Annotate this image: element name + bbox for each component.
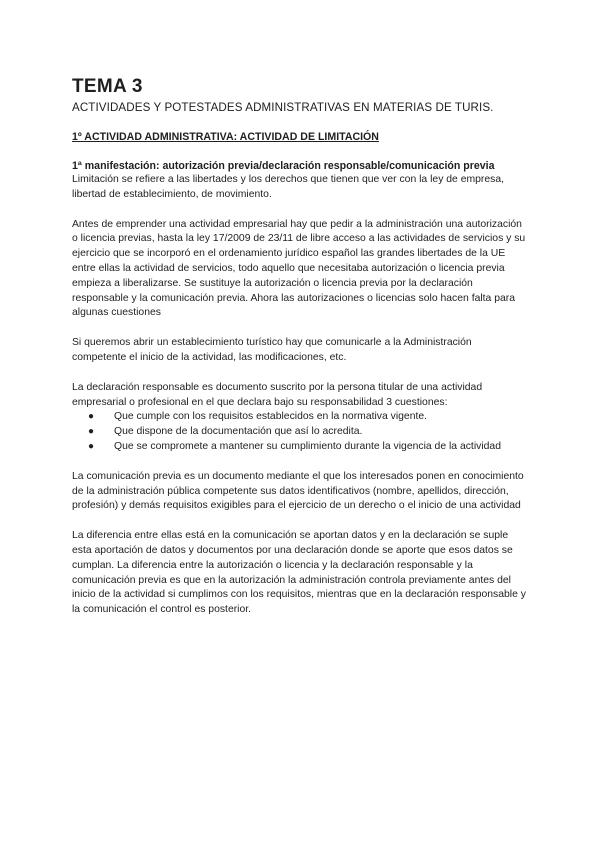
document-subtitle: ACTIVIDADES Y POTESTADES ADMINISTRATIVAS EN MATERIAS DE TURIS. [72,101,494,114]
paragraph-establecimiento: Si queremos abrir un establecimiento turístico hay que comunicarle a la Administración competente el inicio de la actividad, las modificaciones, etc. [72,337,472,363]
list-item: ● Que se compromete a mantener su cumplimiento durante la vigencia de la actividad [114,440,528,455]
list-item: ● Que cumple con los requisitos establecidos en la normativa vigente. [114,410,528,425]
paragraph-comunicacion: La comunicación previa es un documento mediante el que los interesados ponen en conocimiento de la administración pública competente sus datos identificativos (nombre, apellidos, dirección, profesión) y demás requisitos exigibles para el ejercicio de un derecho o el inicio de una actividad [72,470,524,512]
paragraph-declaracion: La declaración responsable es documento suscrito por la persona titular de una actividad empresarial o profesional en el que declara bajo su responsabilidad 3 cuestiones: [72,381,483,408]
paragraph-autorizacion: Antes de emprender una actividad empresarial hay que pedir a la administración una autorización o licencia previas, hasta la ley 17/2009 de 23/11 de libre acceso a las actividades de servicios y su ejercicio que se incorporó en el ordenamiento jurídico español las grandes libertades de la UE entre ellas la actividad de servicios, todo aquello que necesitaba autorización o licencia previa empieza a liberalizarse. Se sustituye la autorización o licencia previa por la declaración responsable y la comunicación previa. Ahora las autorizaciones o licencias solo hacen falta para algunas cuestiones [72,218,526,319]
requirements-list [72,410,528,454]
paragraph-diferencia: La diferencia entre ellas está en la comunicación se aportan datos y en la declaración se suple esta aportación de datos y documentos por una declaración donde se aporte que esos datos se cumplan. La diferencia entre la autorización o licencia y la declaración responsable y la comunicación previa es que en la autorización la administración controla previamente antes del inicio de la actividad si cumplimos con los requisitos, mientras que en la declaración responsable y la comunicación el control es posterior. [72,530,526,616]
list-item: ● Que dispone de la documentación que así lo acredita. [114,425,528,440]
bullet-icon: ● [88,411,95,423]
manifestation-heading: 1ª manifestación: autorización previa/declaración responsable/comunicación previa [72,160,495,172]
paragraph-limitacion: Limitación se refiere a las libertades y los derechos que tienen que ver con la ley de empresa, libertad de establecimiento, de movimiento. [72,174,505,200]
bullet-icon: ● [88,426,95,438]
document-title: TEMA 3 [72,76,143,97]
section-heading: 1º ACTIVIDAD ADMINISTRATIVA: ACTIVIDAD DE LIMITACIÓN [72,131,379,143]
bullet-icon: ● [88,440,95,452]
